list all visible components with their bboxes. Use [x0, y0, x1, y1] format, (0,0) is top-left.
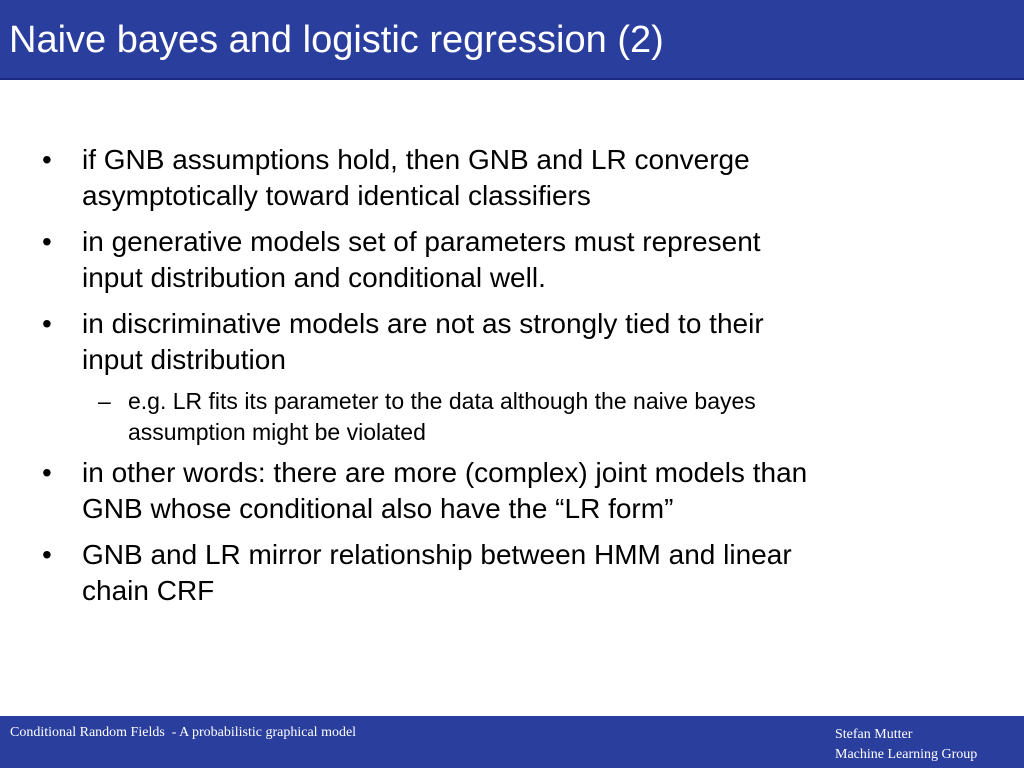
- bullet-4-line-1: in other words: there are more (complex) joint models than: [82, 457, 808, 488]
- bullet-1-line-1: if GNB assumptions hold, then GNB and LR converge: [82, 144, 750, 175]
- bullet-2-line-2: input distribution and conditional well.: [82, 262, 546, 293]
- bullet-marker: •: [42, 457, 52, 488]
- footer-course-title: Conditional Random Fields - A probabilistic graphical model: [10, 725, 357, 740]
- bullet-2-line-1: in generative models set of parameters must represent: [82, 226, 761, 257]
- footer-group: Machine Learning Group: [835, 747, 978, 762]
- sub-bullet-1-line-1: e.g. LR fits its parameter to the data although the naive bayes: [128, 388, 756, 414]
- bullet-3-line-2: input distribution: [82, 344, 286, 375]
- footer-bar: [0, 716, 1024, 768]
- bullet-4-line-2: GNB whose conditional also have the “LR form”: [82, 493, 674, 524]
- sub-bullet-marker: –: [98, 388, 111, 414]
- bullet-5-line-1: GNB and LR mirror relationship between HMM and linear: [82, 539, 792, 570]
- bullet-marker: •: [42, 144, 52, 175]
- bullet-3-line-1: in discriminative models are not as strongly tied to their: [82, 308, 764, 339]
- footer-credits: [835, 725, 977, 765]
- bullet-marker: •: [42, 539, 52, 570]
- footer-author: Stefan Mutter: [835, 727, 913, 742]
- bullet-marker: •: [42, 308, 52, 339]
- sub-bullet-1-line-2: assumption might be violated: [128, 419, 426, 445]
- title-bar: [0, 0, 1024, 80]
- slide-title: Naive bayes and logistic regression (2): [9, 19, 664, 61]
- bullet-marker: •: [42, 226, 52, 257]
- bullet-1-line-2: asymptotically toward identical classifiers: [82, 180, 591, 211]
- bullet-5-line-2: chain CRF: [82, 575, 215, 606]
